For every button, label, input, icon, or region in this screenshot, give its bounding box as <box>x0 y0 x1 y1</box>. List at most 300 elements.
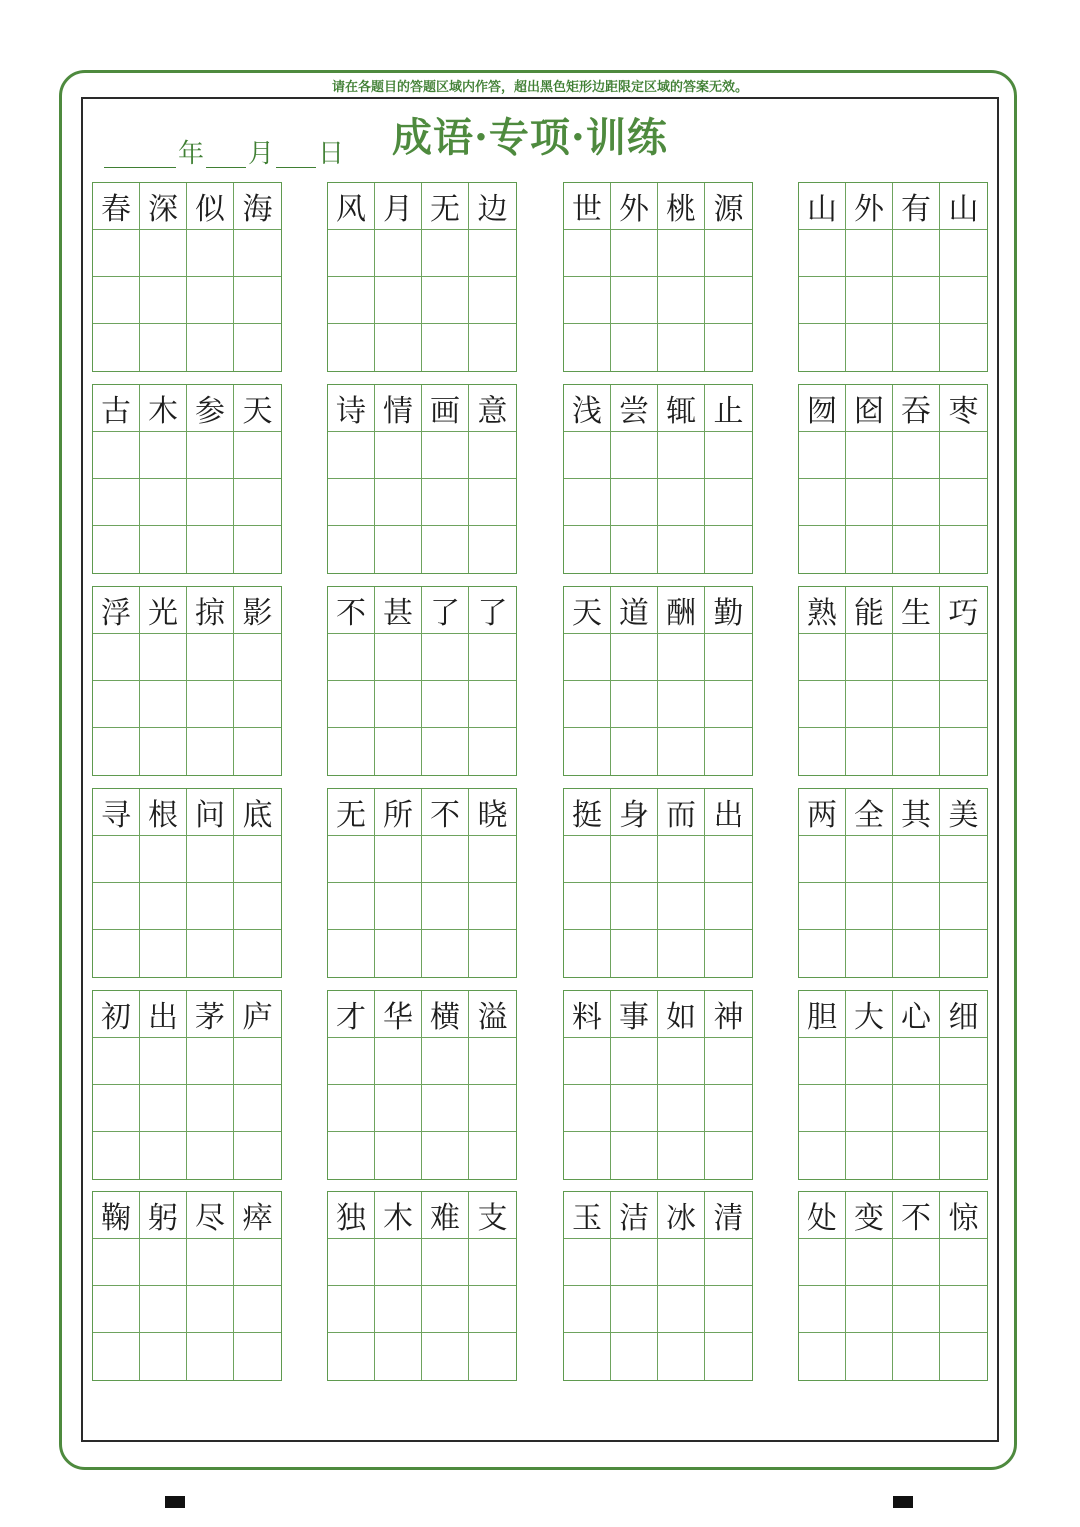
practice-cell[interactable] <box>611 526 658 573</box>
practice-cell[interactable] <box>328 1286 375 1333</box>
practice-cell[interactable] <box>611 681 658 728</box>
practice-cell[interactable] <box>328 479 375 526</box>
practice-cell[interactable] <box>93 1132 140 1179</box>
practice-cell[interactable] <box>658 432 705 479</box>
practice-cell[interactable] <box>893 324 940 371</box>
practice-cell[interactable] <box>658 930 705 977</box>
practice-cell[interactable] <box>705 526 752 573</box>
year-label: 年 <box>178 139 205 169</box>
practice-cell[interactable] <box>93 681 140 728</box>
practice-cell[interactable] <box>234 432 281 479</box>
practice-cell[interactable] <box>93 930 140 977</box>
practice-cell[interactable] <box>234 1239 281 1286</box>
practice-cell[interactable] <box>422 1132 469 1179</box>
practice-cell[interactable] <box>658 681 705 728</box>
practice-cell[interactable] <box>469 324 516 371</box>
practice-cell[interactable] <box>893 526 940 573</box>
practice-cell[interactable] <box>234 1132 281 1179</box>
practice-cell[interactable] <box>611 836 658 883</box>
practice-cell[interactable] <box>328 1132 375 1179</box>
practice-cell[interactable] <box>705 634 752 681</box>
practice-cell[interactable] <box>611 230 658 277</box>
practice-cell[interactable] <box>846 432 893 479</box>
practice-cell[interactable] <box>375 277 422 324</box>
practice-cell[interactable] <box>469 1085 516 1132</box>
practice-cell[interactable] <box>846 1038 893 1085</box>
practice-cell[interactable] <box>93 883 140 930</box>
practice-cell[interactable] <box>187 836 234 883</box>
practice-cell[interactable] <box>564 1286 611 1333</box>
practice-cell[interactable] <box>940 930 987 977</box>
practice-cell[interactable] <box>705 1286 752 1333</box>
practice-cell[interactable] <box>234 1038 281 1085</box>
practice-cell[interactable] <box>469 1286 516 1333</box>
practice-cell[interactable] <box>93 432 140 479</box>
practice-cell[interactable] <box>705 1333 752 1380</box>
practice-cell[interactable] <box>469 432 516 479</box>
practice-cell[interactable] <box>469 526 516 573</box>
practice-cell[interactable] <box>799 930 846 977</box>
practice-cell[interactable] <box>187 526 234 573</box>
practice-cell[interactable] <box>422 479 469 526</box>
practice-cell[interactable] <box>328 1333 375 1380</box>
practice-cell[interactable] <box>140 1239 187 1286</box>
practice-cell[interactable] <box>940 634 987 681</box>
practice-cell[interactable] <box>469 277 516 324</box>
practice-cell[interactable] <box>234 324 281 371</box>
practice-cell[interactable] <box>328 1038 375 1085</box>
practice-cell[interactable] <box>799 432 846 479</box>
practice-cell[interactable] <box>846 883 893 930</box>
practice-cell[interactable] <box>140 432 187 479</box>
practice-cell[interactable] <box>940 883 987 930</box>
practice-cell[interactable] <box>187 230 234 277</box>
practice-cell[interactable] <box>658 1239 705 1286</box>
practice-cell[interactable] <box>846 277 893 324</box>
practice-cell[interactable] <box>422 1239 469 1286</box>
practice-cell[interactable] <box>93 1038 140 1085</box>
idiom-character: 底 <box>234 789 281 836</box>
practice-cell[interactable] <box>234 883 281 930</box>
practice-cell[interactable] <box>328 432 375 479</box>
practice-cell[interactable] <box>93 1333 140 1380</box>
practice-cell[interactable] <box>469 836 516 883</box>
practice-cell[interactable] <box>328 1085 375 1132</box>
practice-cell[interactable] <box>705 883 752 930</box>
practice-cell[interactable] <box>93 728 140 775</box>
practice-cell[interactable] <box>422 230 469 277</box>
practice-cell[interactable] <box>375 1085 422 1132</box>
practice-cell[interactable] <box>846 728 893 775</box>
practice-cell[interactable] <box>375 479 422 526</box>
practice-cell[interactable] <box>187 432 234 479</box>
practice-cell[interactable] <box>234 526 281 573</box>
practice-cell[interactable] <box>234 681 281 728</box>
practice-cell[interactable] <box>705 930 752 977</box>
practice-cell[interactable] <box>799 1038 846 1085</box>
practice-cell[interactable] <box>422 1085 469 1132</box>
practice-cell[interactable] <box>140 930 187 977</box>
practice-cell[interactable] <box>799 883 846 930</box>
practice-cell[interactable] <box>187 728 234 775</box>
practice-cell[interactable] <box>799 1239 846 1286</box>
practice-cell[interactable] <box>705 681 752 728</box>
practice-cell[interactable] <box>658 883 705 930</box>
practice-cell[interactable] <box>611 1333 658 1380</box>
practice-cell[interactable] <box>328 1239 375 1286</box>
practice-cell[interactable] <box>893 1038 940 1085</box>
practice-cell[interactable] <box>93 230 140 277</box>
practice-cell[interactable] <box>658 230 705 277</box>
idiom-character: 囫 <box>799 385 846 432</box>
practice-cell[interactable] <box>234 836 281 883</box>
practice-cell[interactable] <box>375 681 422 728</box>
practice-cell[interactable] <box>187 1132 234 1179</box>
practice-cell[interactable] <box>234 230 281 277</box>
practice-cell[interactable] <box>140 324 187 371</box>
practice-cell[interactable] <box>375 1286 422 1333</box>
practice-cell[interactable] <box>328 277 375 324</box>
practice-cell[interactable] <box>328 526 375 573</box>
idiom-character: 华 <box>375 991 422 1038</box>
practice-cell[interactable] <box>93 479 140 526</box>
practice-cell[interactable] <box>375 1132 422 1179</box>
practice-cell[interactable] <box>140 1286 187 1333</box>
practice-cell[interactable] <box>846 1286 893 1333</box>
practice-cell[interactable] <box>140 836 187 883</box>
idiom-character: 源 <box>705 183 752 230</box>
practice-cell[interactable] <box>187 1333 234 1380</box>
practice-cell[interactable] <box>611 1132 658 1179</box>
practice-cell[interactable] <box>187 681 234 728</box>
practice-cell[interactable] <box>422 1286 469 1333</box>
practice-cell[interactable] <box>564 1085 611 1132</box>
practice-cell[interactable] <box>422 324 469 371</box>
practice-cell[interactable] <box>564 526 611 573</box>
practice-cell[interactable] <box>93 277 140 324</box>
idiom-character: 无 <box>328 789 375 836</box>
practice-cell[interactable] <box>940 479 987 526</box>
practice-cell[interactable] <box>658 1333 705 1380</box>
practice-cell[interactable] <box>187 1239 234 1286</box>
practice-cell[interactable] <box>375 1333 422 1380</box>
practice-cell[interactable] <box>469 681 516 728</box>
practice-cell[interactable] <box>940 1286 987 1333</box>
practice-cell[interactable] <box>658 728 705 775</box>
practice-cell[interactable] <box>799 324 846 371</box>
practice-cell[interactable] <box>893 836 940 883</box>
practice-cell[interactable] <box>422 728 469 775</box>
practice-cell[interactable] <box>375 1038 422 1085</box>
practice-cell[interactable] <box>893 883 940 930</box>
practice-cell[interactable] <box>611 1239 658 1286</box>
practice-cell[interactable] <box>469 1333 516 1380</box>
practice-cell[interactable] <box>564 324 611 371</box>
practice-cell[interactable] <box>611 324 658 371</box>
practice-cell[interactable] <box>893 1286 940 1333</box>
practice-cell[interactable] <box>940 1085 987 1132</box>
practice-cell[interactable] <box>187 1038 234 1085</box>
practice-cell[interactable] <box>940 728 987 775</box>
practice-cell[interactable] <box>469 479 516 526</box>
practice-cell[interactable] <box>893 1132 940 1179</box>
practice-cell[interactable] <box>328 728 375 775</box>
practice-cell[interactable] <box>658 1132 705 1179</box>
practice-cell[interactable] <box>140 1132 187 1179</box>
practice-cell[interactable] <box>140 526 187 573</box>
practice-cell[interactable] <box>799 1132 846 1179</box>
practice-cell[interactable] <box>940 432 987 479</box>
practice-cell[interactable] <box>375 1239 422 1286</box>
practice-cell[interactable] <box>187 479 234 526</box>
practice-cell[interactable] <box>705 728 752 775</box>
practice-cell[interactable] <box>705 1085 752 1132</box>
practice-cell[interactable] <box>469 1038 516 1085</box>
practice-cell[interactable] <box>611 1286 658 1333</box>
idiom-block <box>327 990 517 1180</box>
practice-cell[interactable] <box>846 1132 893 1179</box>
practice-cell[interactable] <box>140 479 187 526</box>
practice-cell[interactable] <box>234 479 281 526</box>
practice-cell[interactable] <box>328 930 375 977</box>
practice-cell[interactable] <box>140 1085 187 1132</box>
practice-cell[interactable] <box>187 1085 234 1132</box>
practice-cell[interactable] <box>140 1333 187 1380</box>
practice-cell[interactable] <box>611 1085 658 1132</box>
practice-cell[interactable] <box>469 1132 516 1179</box>
practice-cell[interactable] <box>422 432 469 479</box>
practice-cell[interactable] <box>469 728 516 775</box>
practice-cell[interactable] <box>893 930 940 977</box>
practice-cell[interactable] <box>940 836 987 883</box>
practice-cell[interactable] <box>611 728 658 775</box>
practice-cell[interactable] <box>799 1286 846 1333</box>
practice-cell[interactable] <box>328 230 375 277</box>
practice-cell[interactable] <box>940 1333 987 1380</box>
practice-cell[interactable] <box>846 634 893 681</box>
practice-cell[interactable] <box>658 1286 705 1333</box>
practice-cell[interactable] <box>469 1239 516 1286</box>
practice-cell[interactable] <box>187 930 234 977</box>
practice-cell[interactable] <box>234 634 281 681</box>
practice-cell[interactable] <box>940 681 987 728</box>
practice-cell[interactable] <box>893 230 940 277</box>
practice-cell[interactable] <box>422 883 469 930</box>
practice-cell[interactable] <box>846 836 893 883</box>
practice-cell[interactable] <box>234 1286 281 1333</box>
practice-cell[interactable] <box>846 681 893 728</box>
practice-cell[interactable] <box>611 432 658 479</box>
practice-cell[interactable] <box>187 324 234 371</box>
practice-cell[interactable] <box>846 230 893 277</box>
practice-cell[interactable] <box>893 681 940 728</box>
practice-cell[interactable] <box>187 883 234 930</box>
practice-cell[interactable] <box>564 1132 611 1179</box>
practice-cell[interactable] <box>469 883 516 930</box>
practice-cell[interactable] <box>564 277 611 324</box>
practice-cell[interactable] <box>375 230 422 277</box>
practice-cell[interactable] <box>93 526 140 573</box>
practice-cell[interactable] <box>799 479 846 526</box>
practice-cell[interactable] <box>893 1239 940 1286</box>
practice-cell[interactable] <box>564 728 611 775</box>
idiom-character: 清 <box>705 1192 752 1239</box>
practice-cell[interactable] <box>705 432 752 479</box>
idiom-block <box>92 990 282 1180</box>
practice-cell[interactable] <box>658 1085 705 1132</box>
practice-cell[interactable] <box>375 324 422 371</box>
practice-cell[interactable] <box>799 526 846 573</box>
practice-cell[interactable] <box>328 681 375 728</box>
practice-cell[interactable] <box>328 324 375 371</box>
practice-cell[interactable] <box>940 526 987 573</box>
practice-cell[interactable] <box>564 930 611 977</box>
practice-cell[interactable] <box>422 1038 469 1085</box>
practice-cell[interactable] <box>799 681 846 728</box>
practice-cell[interactable] <box>564 634 611 681</box>
practice-cell[interactable] <box>893 728 940 775</box>
practice-cell[interactable] <box>328 634 375 681</box>
practice-cell[interactable] <box>846 1085 893 1132</box>
practice-cell[interactable] <box>234 728 281 775</box>
practice-cell[interactable] <box>705 1038 752 1085</box>
practice-cell[interactable] <box>705 277 752 324</box>
practice-cell[interactable] <box>705 1239 752 1286</box>
practice-cell[interactable] <box>658 277 705 324</box>
practice-cell[interactable] <box>611 479 658 526</box>
practice-cell[interactable] <box>705 1132 752 1179</box>
practice-cell[interactable] <box>375 432 422 479</box>
practice-cell[interactable] <box>375 930 422 977</box>
practice-cell[interactable] <box>140 1038 187 1085</box>
practice-cell[interactable] <box>658 634 705 681</box>
practice-cell[interactable] <box>328 836 375 883</box>
practice-cell[interactable] <box>658 324 705 371</box>
practice-cell[interactable] <box>611 930 658 977</box>
practice-cell[interactable] <box>658 836 705 883</box>
idiom-character: 海 <box>234 183 281 230</box>
practice-cell[interactable] <box>422 836 469 883</box>
practice-cell[interactable] <box>611 883 658 930</box>
practice-cell[interactable] <box>564 681 611 728</box>
practice-cell[interactable] <box>940 1038 987 1085</box>
practice-cell[interactable] <box>799 1085 846 1132</box>
practice-cell[interactable] <box>422 634 469 681</box>
practice-cell[interactable] <box>187 277 234 324</box>
practice-cell[interactable] <box>93 1286 140 1333</box>
practice-cell[interactable] <box>422 681 469 728</box>
practice-cell[interactable] <box>940 1132 987 1179</box>
practice-cell[interactable] <box>658 1038 705 1085</box>
practice-cell[interactable] <box>140 883 187 930</box>
practice-cell[interactable] <box>799 230 846 277</box>
practice-cell[interactable] <box>940 1239 987 1286</box>
practice-cell[interactable] <box>564 883 611 930</box>
practice-cell[interactable] <box>799 836 846 883</box>
practice-cell[interactable] <box>893 277 940 324</box>
practice-cell[interactable] <box>564 836 611 883</box>
practice-cell[interactable] <box>93 1085 140 1132</box>
practice-cell[interactable] <box>234 930 281 977</box>
practice-cell[interactable] <box>93 324 140 371</box>
practice-cell[interactable] <box>611 634 658 681</box>
practice-cell[interactable] <box>328 883 375 930</box>
practice-cell[interactable] <box>93 634 140 681</box>
practice-cell[interactable] <box>893 1333 940 1380</box>
practice-cell[interactable] <box>140 728 187 775</box>
practice-cell[interactable] <box>564 1333 611 1380</box>
practice-cell[interactable] <box>422 526 469 573</box>
practice-cell[interactable] <box>234 277 281 324</box>
practice-cell[interactable] <box>375 836 422 883</box>
practice-cell[interactable] <box>422 930 469 977</box>
practice-cell[interactable] <box>940 277 987 324</box>
practice-cell[interactable] <box>893 479 940 526</box>
practice-cell[interactable] <box>564 1038 611 1085</box>
practice-cell[interactable] <box>564 479 611 526</box>
practice-cell[interactable] <box>140 681 187 728</box>
practice-cell[interactable] <box>564 432 611 479</box>
practice-cell[interactable] <box>846 1333 893 1380</box>
practice-cell[interactable] <box>375 526 422 573</box>
practice-cell[interactable] <box>187 1286 234 1333</box>
practice-cell[interactable] <box>846 324 893 371</box>
practice-cell[interactable] <box>799 728 846 775</box>
practice-cell[interactable] <box>375 883 422 930</box>
practice-cell[interactable] <box>234 1085 281 1132</box>
practice-cell[interactable] <box>375 728 422 775</box>
practice-cell[interactable] <box>469 930 516 977</box>
practice-cell[interactable] <box>940 230 987 277</box>
practice-cell[interactable] <box>705 479 752 526</box>
practice-cell[interactable] <box>611 1038 658 1085</box>
practice-cell[interactable] <box>705 836 752 883</box>
practice-cell[interactable] <box>93 1239 140 1286</box>
practice-cell[interactable] <box>375 634 422 681</box>
practice-cell[interactable] <box>469 634 516 681</box>
practice-cell[interactable] <box>140 277 187 324</box>
practice-cell[interactable] <box>940 324 987 371</box>
practice-cell[interactable] <box>893 432 940 479</box>
practice-cell[interactable] <box>846 526 893 573</box>
practice-cell[interactable] <box>422 1333 469 1380</box>
practice-cell[interactable] <box>469 230 516 277</box>
practice-cell[interactable] <box>564 230 611 277</box>
practice-cell[interactable] <box>846 479 893 526</box>
idiom-block <box>798 788 988 978</box>
practice-cell[interactable] <box>846 1239 893 1286</box>
practice-cell[interactable] <box>611 277 658 324</box>
practice-cell[interactable] <box>422 277 469 324</box>
practice-cell[interactable] <box>187 634 234 681</box>
practice-cell[interactable] <box>140 230 187 277</box>
practice-cell[interactable] <box>705 324 752 371</box>
practice-cell[interactable] <box>658 479 705 526</box>
practice-cell[interactable] <box>893 1085 940 1132</box>
practice-cell[interactable] <box>705 230 752 277</box>
practice-cell[interactable] <box>799 634 846 681</box>
practice-cell[interactable] <box>564 1239 611 1286</box>
practice-cell[interactable] <box>234 1333 281 1380</box>
practice-cell[interactable] <box>658 526 705 573</box>
idiom-character: 根 <box>140 789 187 836</box>
practice-cell[interactable] <box>799 1333 846 1380</box>
practice-cell[interactable] <box>893 634 940 681</box>
practice-cell[interactable] <box>93 836 140 883</box>
practice-cell[interactable] <box>140 634 187 681</box>
practice-cell[interactable] <box>799 277 846 324</box>
practice-cell[interactable] <box>846 930 893 977</box>
